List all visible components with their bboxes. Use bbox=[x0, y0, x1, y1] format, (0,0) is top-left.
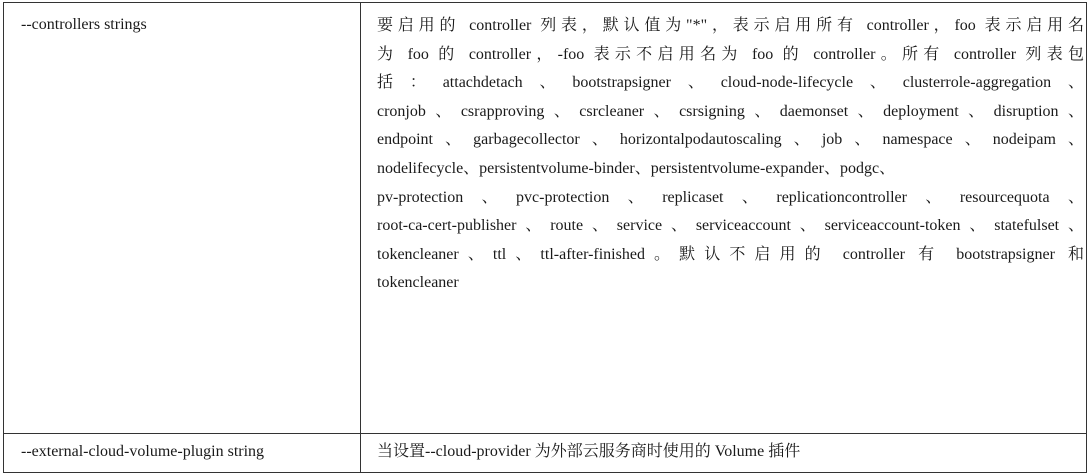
description-line: 要启用的 controller 列表，默认值为"*"，表示启用所有 controller，foo 表示启用名 bbox=[377, 17, 1084, 34]
parameter-name-cell bbox=[4, 434, 361, 473]
parameter-description-cell bbox=[361, 434, 1087, 473]
parameter-name-cell bbox=[4, 3, 361, 434]
description-line: endpoint、garbagecollector、horizontalpodautoscaling、job、namespace、nodeipam、 bbox=[377, 131, 1084, 149]
description-line: nodelifecycle、persistentvolume-binder、persistentvolume-expander、podgc、 bbox=[377, 159, 896, 177]
description-line: tokencleaner bbox=[377, 274, 459, 292]
parameter-description-cell bbox=[361, 3, 1087, 434]
description-line: cronjob、csrapproving、csrcleaner、csrsigning、daemonset、deployment、disruption、 bbox=[377, 102, 1084, 120]
description-line: pv-protection、pvc-protection、replicaset、replicationcontroller、resourcequota、 bbox=[377, 188, 1084, 206]
parameter-description bbox=[361, 3, 1086, 298]
table-row bbox=[4, 3, 1087, 434]
table-row bbox=[4, 434, 1087, 473]
parameter-name: --controllers strings bbox=[21, 16, 147, 33]
description-line: 当设置--cloud-provider 为外部云服务商时使用的 Volume 插件 bbox=[377, 443, 801, 460]
description-line: 括：attachdetach、bootstrapsigner、cloud-node-lifecycle、clusterrole-aggregation、 bbox=[377, 74, 1084, 92]
parameter-name: --external-cloud-volume-plugin string bbox=[21, 443, 265, 460]
description-line: root-ca-cert-publisher、route、service、serviceaccount、serviceaccount-token、statefulset、 bbox=[377, 217, 1084, 235]
description-line: tokencleaner、ttl、ttl-after-finished。默认不启用的 controller 有 bootstrapsigner 和 bbox=[377, 245, 1084, 263]
parameter-description bbox=[361, 434, 1086, 465]
description-line: 为 foo 的 controller，-foo 表示不启用名为 foo 的 controller。所有 controller 列表包 bbox=[377, 45, 1084, 63]
parameter-table bbox=[3, 2, 1087, 473]
